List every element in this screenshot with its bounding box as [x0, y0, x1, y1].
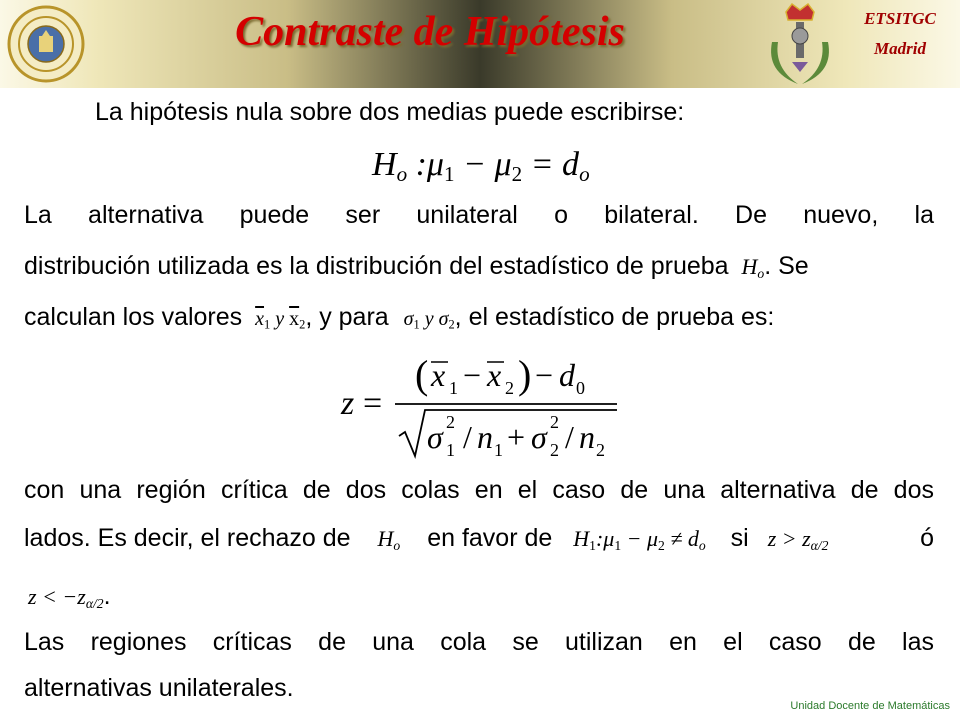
page-title: Contraste de Hipótesis	[235, 9, 625, 55]
svg-text:−: −	[463, 357, 482, 393]
school-city: Madrid	[874, 39, 926, 58]
math-ho-inline: $H_o$	[741, 254, 765, 281]
school-crest-icon	[762, 2, 838, 86]
paragraph-critical-region-line3	[28, 581, 111, 619]
svg-text:x: x	[431, 357, 446, 393]
text-y-para: , y para	[305, 303, 389, 331]
svg-text:+: +	[507, 419, 526, 455]
footer-department: Unidad Docente de Matemáticas	[790, 700, 950, 712]
paragraph-critical-region-line2	[24, 523, 934, 561]
paragraph-one-tail-line2: alternativas unilaterales.	[24, 674, 294, 702]
svg-text:0: 0	[576, 378, 585, 398]
svg-text:d: d	[559, 357, 575, 393]
paragraph-null-hypothesis: La hipótesis nula sobre dos medias puede escribirse:	[95, 98, 685, 126]
svg-text:2: 2	[596, 440, 605, 460]
math-h1-inline: $H_1:\mu_1 - \mu_2 \ne d_o$	[573, 526, 706, 553]
svg-text:n: n	[579, 419, 595, 455]
school-name: ETSITGC	[864, 9, 936, 28]
svg-text:2: 2	[505, 378, 514, 398]
text-o: ó	[920, 524, 934, 552]
svg-text:1: 1	[449, 378, 458, 398]
math-z-greater: $z > z_{\alpha/2}$	[767, 526, 829, 553]
math-sample-means: $\overline{x}_1$ y $\overline{x}_2$	[255, 308, 306, 332]
math-sigmas: $\sigma_1$ y $\sigma_2$	[403, 308, 455, 332]
svg-text:=: =	[363, 385, 383, 422]
svg-text:/: /	[463, 419, 472, 455]
paragraph-alternative-line2	[24, 251, 809, 289]
svg-text:2: 2	[446, 412, 455, 432]
svg-text:z: z	[341, 385, 355, 422]
svg-text:(: (	[415, 352, 429, 397]
svg-text:σ: σ	[427, 419, 443, 455]
svg-text:): )	[518, 352, 532, 397]
text-en-favor: en favor de	[427, 524, 553, 552]
text-lados: lados. Es decir, el rechazo de	[24, 524, 351, 552]
text-period: .	[103, 582, 111, 610]
text-se: . Se	[764, 252, 809, 280]
text-si: si	[730, 524, 749, 552]
svg-text:−: −	[535, 357, 554, 393]
school-label	[840, 4, 960, 64]
svg-text:n: n	[477, 419, 493, 455]
svg-text:1: 1	[446, 440, 455, 460]
equation-z-statistic	[335, 352, 635, 464]
svg-text:σ: σ	[531, 419, 547, 455]
equation-null-hypothesis: $H_o$ $:\mu_1 - \mu_2 = d_o$	[372, 146, 590, 186]
header-banner	[0, 0, 960, 88]
paragraph-one-tail-line1: Las regiones críticas de una cola se utilizan en el caso de las	[24, 628, 934, 656]
paragraph-alternative-line3	[24, 302, 774, 339]
svg-text:/: /	[565, 419, 574, 455]
svg-text:2: 2	[550, 412, 559, 432]
text-distribution: distribución utilizada es la distribución del estadístico de prueba	[24, 252, 729, 280]
paragraph-alternative-line1: La alternativa puede ser unilateral o bilateral. De nuevo, la	[24, 201, 934, 229]
svg-text:x: x	[487, 357, 502, 393]
svg-text:1: 1	[494, 440, 503, 460]
paragraph-critical-region-line1: con una región crítica de dos colas en el caso de una alternativa de dos	[24, 476, 934, 504]
text-estadistico: , el estadístico de prueba es:	[454, 303, 775, 331]
math-ho-inline-2: $H_o$	[377, 526, 401, 553]
svg-text:2: 2	[550, 440, 559, 460]
text-calculan: calculan los valores	[24, 303, 243, 331]
math-z-less: $z < -z_{\alpha/2}$	[28, 584, 104, 611]
